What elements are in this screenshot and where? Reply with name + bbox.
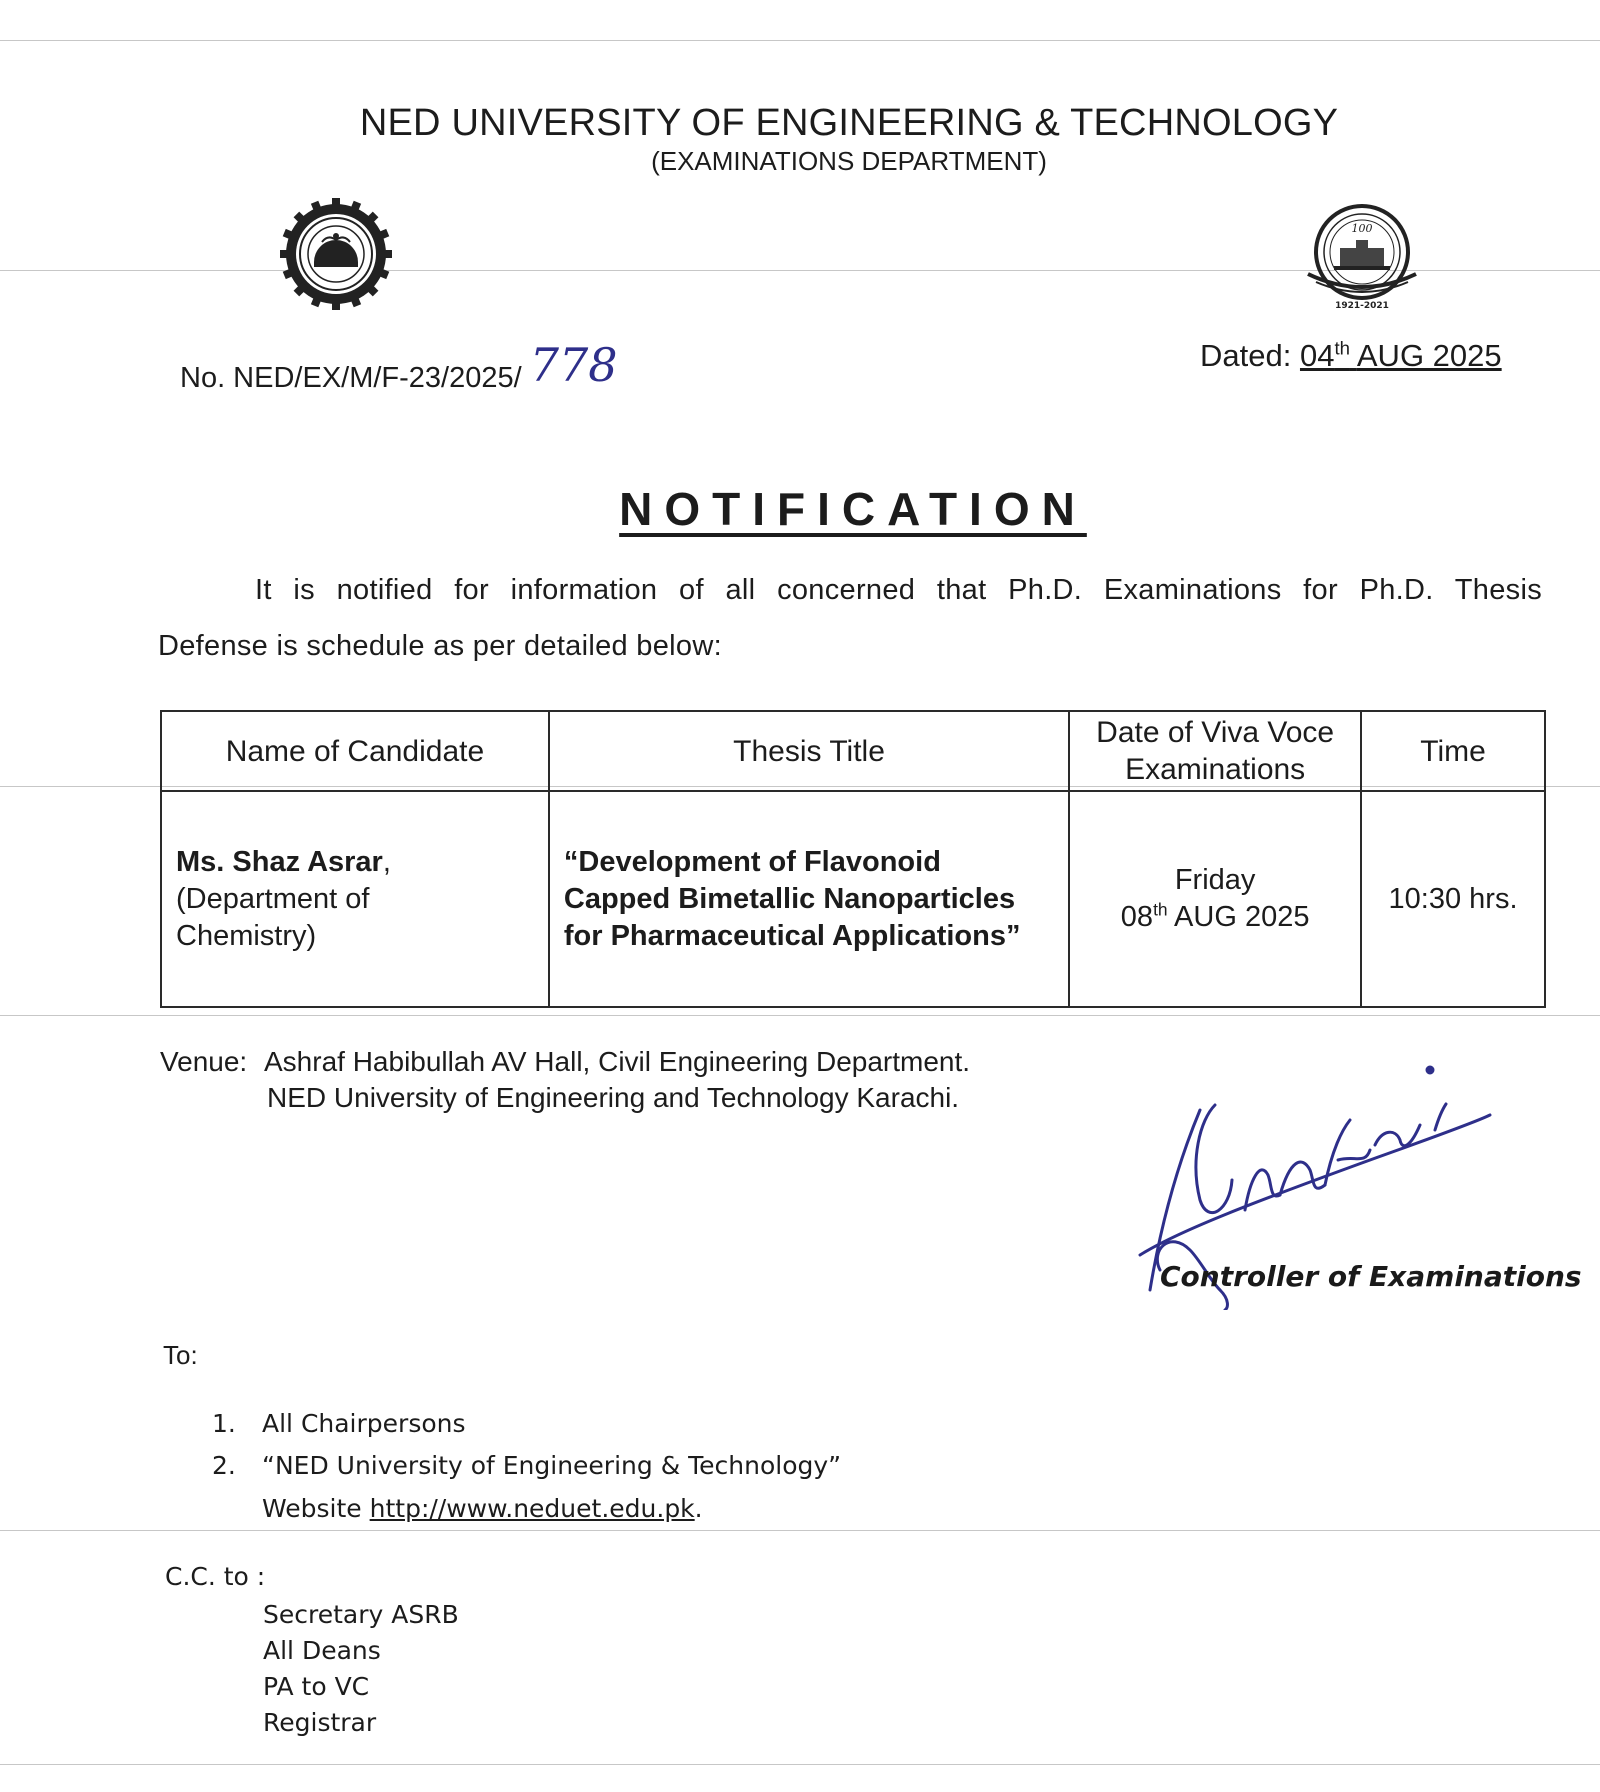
cc-label: C.C. to :	[165, 1562, 266, 1591]
candidate-comma: ,	[382, 845, 391, 878]
schedule-table	[160, 710, 1546, 1008]
date-value	[1300, 338, 1502, 373]
exam-suffix: th	[1153, 899, 1168, 920]
emblem-text-100: 100	[1351, 222, 1373, 235]
date-label: Dated:	[1200, 338, 1292, 373]
body-line-2: Defense is schedule as per detailed below:	[158, 630, 722, 662]
website-end: .	[694, 1494, 703, 1523]
candidate-dept-line-2: Chemistry)	[176, 919, 317, 952]
notification-title: NOTIFICATION	[619, 483, 1087, 535]
candidate-dept-line-1: (Department of	[176, 882, 370, 915]
header-thesis: Thesis Title	[549, 711, 1069, 791]
venue-line-1: Ashraf Habibullah AV Hall, Civil Engineering Department.	[264, 1046, 971, 1077]
document-date	[1200, 338, 1502, 374]
exam-day: 08	[1120, 901, 1154, 933]
body-line-1: It is notified for information of all concerned that Ph.D. Examinations for Ph.D. Thesis	[255, 574, 1542, 606]
cc-item: All Deans	[263, 1636, 381, 1665]
emblem-text-years: 1921-2021	[1335, 301, 1389, 311]
cell-exam-date	[1069, 791, 1361, 1007]
to-label: To:	[163, 1340, 198, 1370]
university-name: NED UNIVERSITY OF ENGINEERING & TECHNOLOGY	[359, 102, 1339, 144]
cc-item: PA to VC	[263, 1672, 370, 1701]
table-row	[161, 791, 1545, 1007]
reference-number	[180, 338, 618, 398]
list-item: All Chairpersons	[262, 1409, 466, 1438]
cell-time: 10:30 hrs.	[1361, 791, 1545, 1007]
candidate-name-line	[176, 844, 547, 881]
thesis-line-1: “Development of Flavonoid	[563, 845, 941, 878]
university-crest-logo	[280, 198, 392, 310]
website-label: Website	[262, 1494, 362, 1523]
venue-label: Venue:	[160, 1046, 248, 1077]
exam-month-year: AUG 2025	[1174, 901, 1310, 933]
header-candidate: Name of Candidate	[161, 711, 549, 791]
scan-line	[0, 40, 1600, 41]
cc-item: Registrar	[263, 1708, 377, 1737]
scan-line	[0, 1015, 1600, 1016]
website-line	[262, 1494, 703, 1523]
signatory-title: Controller of Examinations	[1160, 1260, 1582, 1293]
website-link[interactable]: http://www.neduet.edu.pk	[369, 1494, 695, 1523]
cell-thesis-title	[549, 791, 1069, 1007]
list-item-number: 1.	[212, 1409, 236, 1438]
scan-line	[0, 1764, 1600, 1765]
exam-weekday: Friday	[1174, 864, 1256, 896]
header-date-line-2: Examinations	[1125, 753, 1306, 786]
cell-candidate	[161, 791, 549, 1007]
date-month-year: AUG 2025	[1356, 338, 1502, 373]
thesis-line-3: for Pharmaceutical Applications”	[563, 919, 1021, 952]
header-date-line-1: Date of Viva Voce	[1096, 716, 1335, 749]
header-date	[1069, 711, 1361, 791]
date-day: 04	[1299, 338, 1335, 373]
thesis-line-2: Capped Bimetallic Nanoparticles	[563, 882, 1016, 915]
scan-line	[0, 1530, 1600, 1531]
table-header-row	[161, 711, 1545, 791]
date-suffix: th	[1334, 337, 1350, 359]
reference-prefix: No. NED/EX/M/F-23/2025/	[180, 362, 522, 394]
venue-line-2: NED University of Engineering and Technology Karachi.	[267, 1082, 960, 1113]
exam-date	[1071, 899, 1359, 936]
cc-item: Secretary ASRB	[263, 1600, 459, 1629]
centenary-emblem-logo	[1294, 202, 1430, 318]
department-name: (EXAMINATIONS DEPARTMENT)	[651, 146, 1047, 176]
handwritten-reference-number: 778	[529, 338, 618, 392]
list-item-number: 2.	[212, 1451, 236, 1480]
header-time: Time	[1361, 711, 1545, 791]
list-item: “NED University of Engineering & Technology”	[262, 1451, 842, 1480]
candidate-name: Ms. Shaz Asrar	[176, 845, 383, 878]
